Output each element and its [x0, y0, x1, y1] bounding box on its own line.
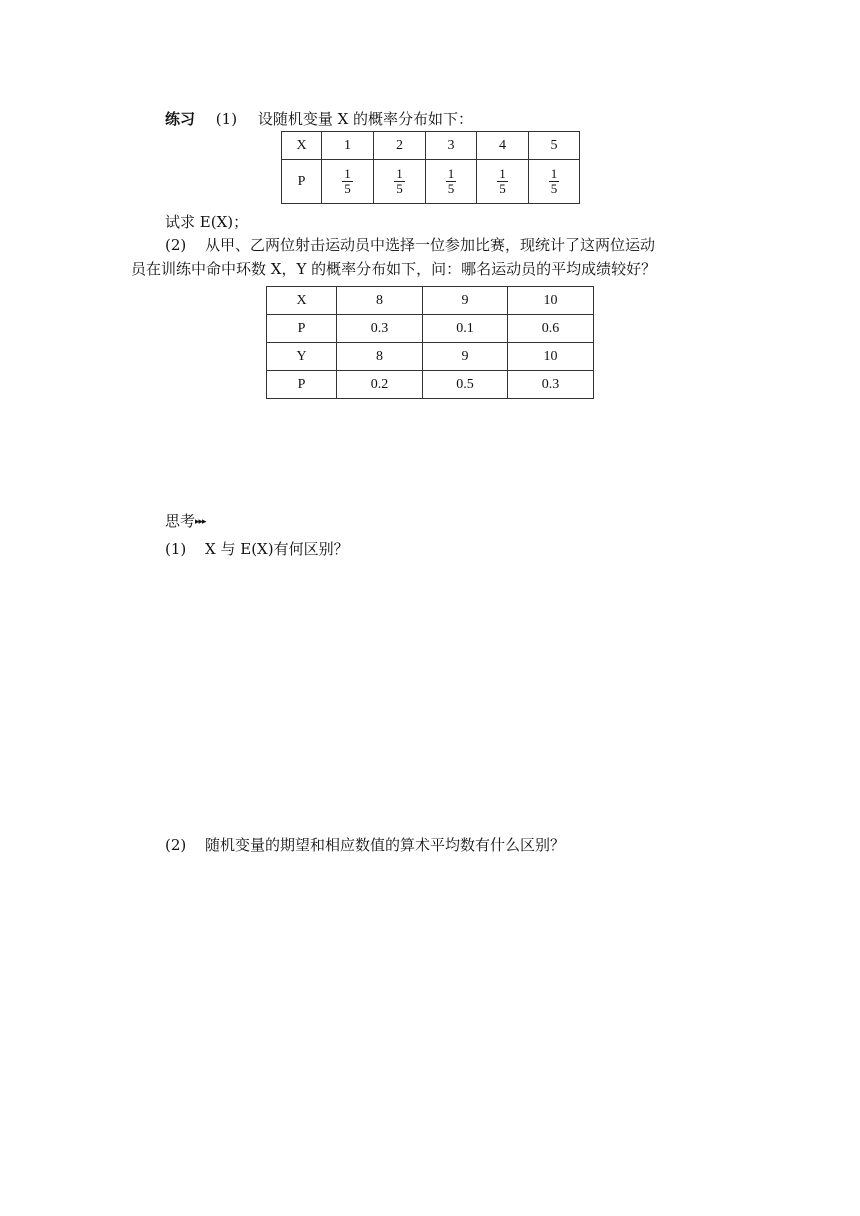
fraction-denominator: 5: [344, 181, 351, 196]
table-cell: 0.3: [508, 371, 594, 399]
table-cell: 10: [508, 343, 594, 371]
distribution-table-xy: [266, 286, 594, 399]
table-row: [267, 371, 594, 399]
table-cell: [529, 160, 580, 204]
fraction-denominator: 5: [499, 181, 506, 196]
question-number: (1): [215, 110, 238, 128]
exercise-label: 练习: [165, 110, 196, 128]
fraction: [497, 167, 508, 196]
table-cell: X: [267, 287, 337, 315]
table-row: [267, 287, 594, 315]
fraction: [446, 167, 457, 196]
table-cell: [477, 160, 529, 204]
fraction-numerator: 1: [447, 166, 455, 181]
table-cell: 0.2: [337, 371, 423, 399]
table-cell: 9: [423, 287, 508, 315]
table-row: [282, 132, 580, 160]
ask-expectation: 试求 E(X)；: [165, 213, 249, 231]
table-cell: 0.3: [337, 315, 423, 343]
fraction-numerator: 1: [499, 166, 506, 181]
fraction-denominator: 5: [396, 181, 403, 196]
fraction-numerator: 1: [396, 166, 403, 181]
question-number: (1): [165, 540, 187, 558]
fraction-numerator: 1: [550, 166, 558, 181]
table-cell: 1: [322, 132, 374, 160]
question-number: (2): [165, 236, 187, 254]
distribution-table-x: [281, 131, 580, 204]
table-cell: 0.1: [423, 315, 508, 343]
fraction-numerator: 1: [344, 166, 351, 181]
table-cell: P: [267, 371, 337, 399]
table-row: [267, 343, 594, 371]
question-number: (2): [165, 836, 187, 854]
question-text: 随机变量的期望和相应数值的算术平均数有什么区别？: [205, 836, 566, 854]
table-cell: 4: [477, 132, 529, 160]
fraction: [394, 167, 405, 196]
think-heading: [165, 512, 206, 531]
table-cell: 5: [529, 132, 580, 160]
table-cell: 9: [423, 343, 508, 371]
table-cell: 10: [508, 287, 594, 315]
table-cell: 8: [337, 287, 423, 315]
table-cell: Y: [267, 343, 337, 371]
question-text: 从甲、乙两位射击运动员中选择一位参加比赛，现统计了这两位运动: [205, 236, 656, 254]
table-cell: P: [282, 160, 322, 204]
triple-arrow-icon: ▸▸▸: [195, 517, 206, 527]
table-cell: [374, 160, 426, 204]
table-cell: [426, 160, 477, 204]
question-text: 设随机变量 X 的概率分布如下：: [257, 110, 474, 128]
table-cell: [322, 160, 374, 204]
table-cell: X: [282, 132, 322, 160]
question-text: X 与 E(X)有何区别？: [205, 540, 349, 558]
table-row: [267, 315, 594, 343]
question-2-line-2: 员在训练中命中环数 X，Y 的概率分布如下，问：哪名运动员的平均成绩较好？: [131, 260, 657, 278]
fraction-denominator: 5: [447, 181, 455, 196]
table-cell: 0.6: [508, 315, 594, 343]
table-cell: 2: [374, 132, 426, 160]
table-cell: 8: [337, 343, 423, 371]
fraction: [549, 167, 560, 196]
think-question-1: [165, 540, 349, 558]
exercise-line-1: [165, 110, 473, 128]
table-cell: 3: [426, 132, 477, 160]
table-cell: 0.5: [423, 371, 508, 399]
table-row: [282, 160, 580, 204]
question-2-line-1: [165, 236, 655, 254]
think-question-2: [165, 836, 565, 854]
fraction: [342, 167, 353, 196]
table-cell: P: [267, 315, 337, 343]
think-label: 思考: [165, 512, 196, 530]
fraction-denominator: 5: [550, 181, 558, 196]
